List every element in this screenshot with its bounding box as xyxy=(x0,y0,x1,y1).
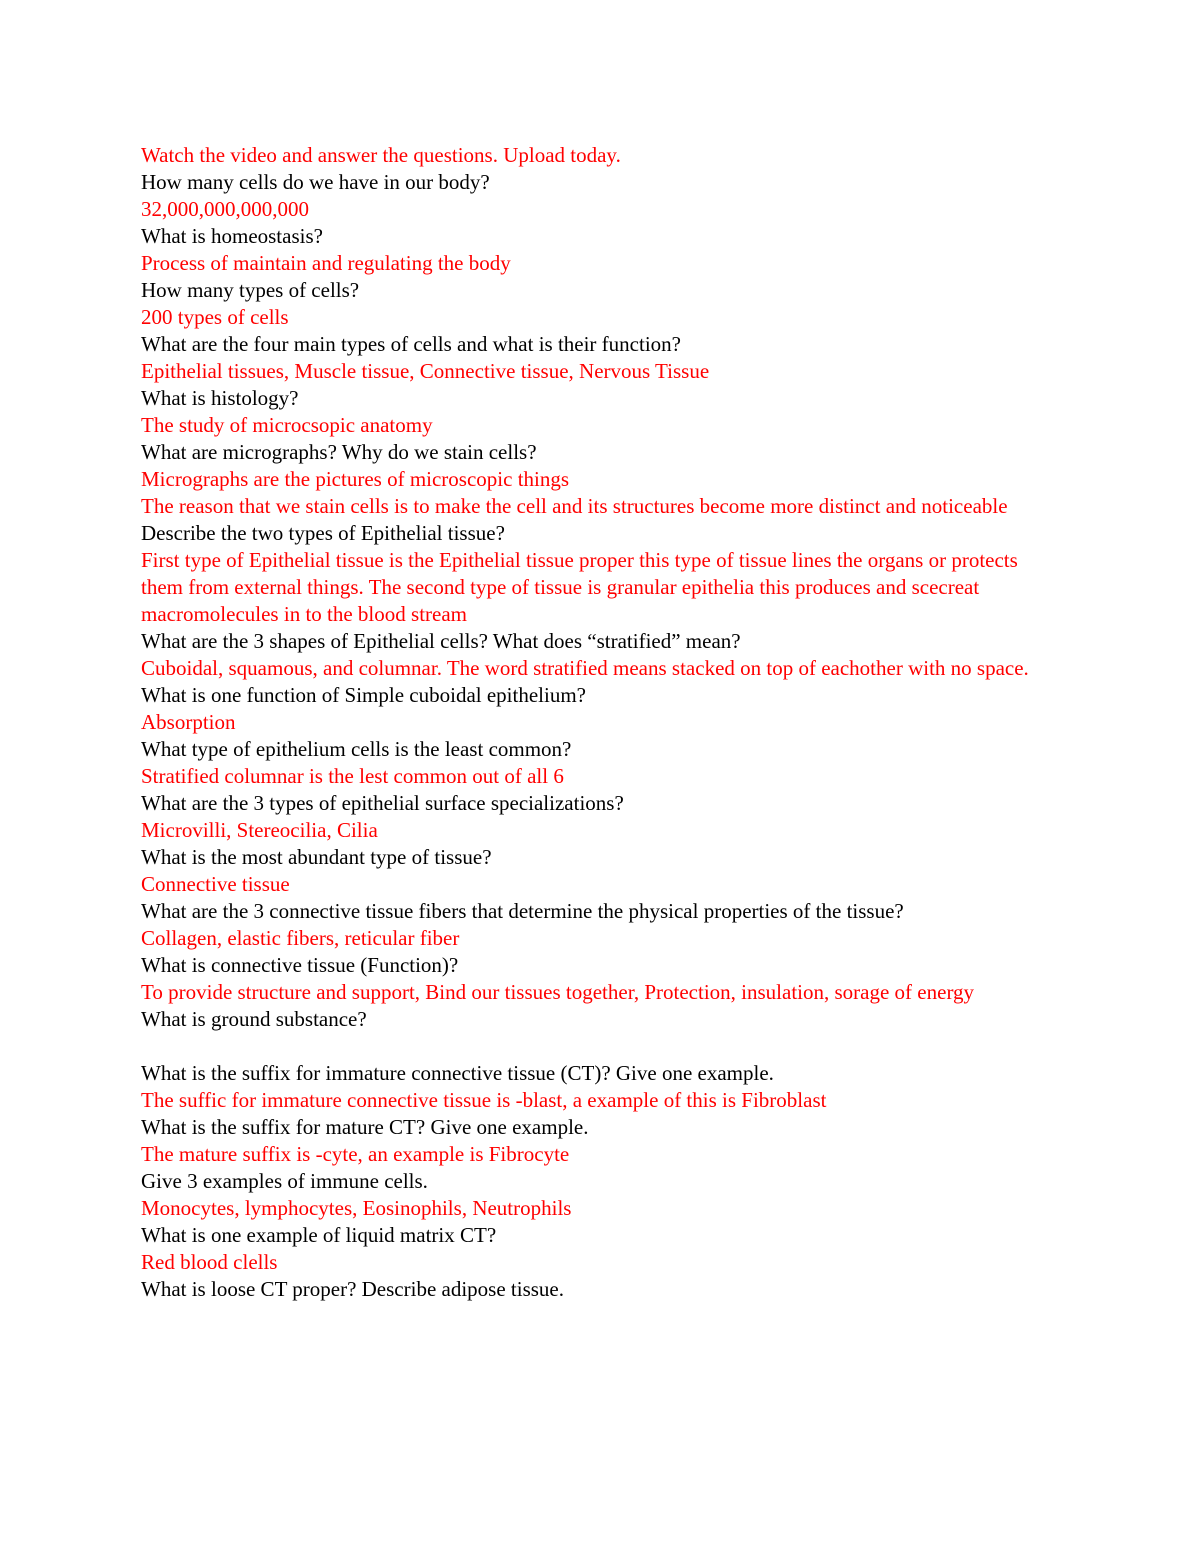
answer-text: First type of Epithelial tissue is the Epithelial tissue proper this type of tissue lines the organs or protects them from external things. The second type of tissue is granular epithelia this produces and scecreat macromolecules in to the blood stream xyxy=(141,548,1018,626)
question-text: What is homeostasis? xyxy=(141,224,323,248)
question-text: What type of epithelium cells is the least common? xyxy=(141,737,572,761)
answer-text: The study of microcsopic anatomy xyxy=(141,413,433,437)
answer-text: The suffic for immature connective tissue is -blast, a example of this is Fibroblast xyxy=(141,1088,827,1112)
blank-line xyxy=(141,1033,1061,1060)
question-text: What are micrographs? Why do we stain cells? xyxy=(141,440,537,464)
answer-text: To provide structure and support, Bind our tissues together, Protection, insulation, sorage of energy xyxy=(141,980,975,1004)
question-text: What is the suffix for immature connective tissue (CT)? Give one example. xyxy=(141,1061,774,1085)
answer-text: Cuboidal, squamous, and columnar. The word stratified means stacked on top of eachother with no space. xyxy=(141,656,1029,680)
question-text: What is the most abundant type of tissue? xyxy=(141,845,492,869)
question-text: What is loose CT proper? Describe adipose tissue. xyxy=(141,1277,565,1301)
answer-text: 200 types of cells xyxy=(141,305,289,329)
question-text: What is one function of Simple cuboidal epithelium? xyxy=(141,683,586,707)
question-text: Describe the two types of Epithelial tissue? xyxy=(141,521,505,545)
question-text: How many cells do we have in our body? xyxy=(141,170,490,194)
question-text: What is one example of liquid matrix CT? xyxy=(141,1223,497,1247)
question-text: What is connective tissue (Function)? xyxy=(141,953,459,977)
answer-text: 32,000,000,000,000 xyxy=(141,197,309,221)
answer-text: Micrographs are the pictures of microscopic things xyxy=(141,467,570,491)
question-text: Give 3 examples of immune cells. xyxy=(141,1169,428,1193)
answer-text: Process of maintain and regulating the body xyxy=(141,251,511,275)
answer-text: The reason that we stain cells is to make the cell and its structures become more distinct and noticeable xyxy=(141,494,1008,518)
answer-text: The mature suffix is -cyte, an example is Fibrocyte xyxy=(141,1142,570,1166)
question-text: What are the 3 types of epithelial surface specializations? xyxy=(141,791,624,815)
answer-text: Epithelial tissues, Muscle tissue, Connective tissue, Nervous Tissue xyxy=(141,359,710,383)
question-text: What is ground substance? xyxy=(141,1007,367,1031)
answer-text: Collagen, elastic fibers, reticular fiber xyxy=(141,926,460,950)
question-text: What is histology? xyxy=(141,386,299,410)
question-text: What are the four main types of cells and what is their function? xyxy=(141,332,681,356)
answer-text: Absorption xyxy=(141,710,236,734)
question-text: What is the suffix for mature CT? Give one example. xyxy=(141,1115,589,1139)
answer-text: Microvilli, Stereocilia, Cilia xyxy=(141,818,378,842)
answer-text: Stratified columnar is the lest common out of all 6 xyxy=(141,764,564,788)
answer-text: Red blood clells xyxy=(141,1250,278,1274)
question-text: What are the 3 shapes of Epithelial cells? What does “stratified” mean? xyxy=(141,629,741,653)
answer-text: Connective tissue xyxy=(141,872,290,896)
question-text: What are the 3 connective tissue fibers that determine the physical properties of the tissue? xyxy=(141,899,904,923)
answer-text: Monocytes, lymphocytes, Eosinophils, Neutrophils xyxy=(141,1196,572,1220)
answer-text: Watch the video and answer the questions. Upload today. xyxy=(141,143,621,167)
question-text: How many types of cells? xyxy=(141,278,360,302)
document-body xyxy=(141,142,1061,1303)
